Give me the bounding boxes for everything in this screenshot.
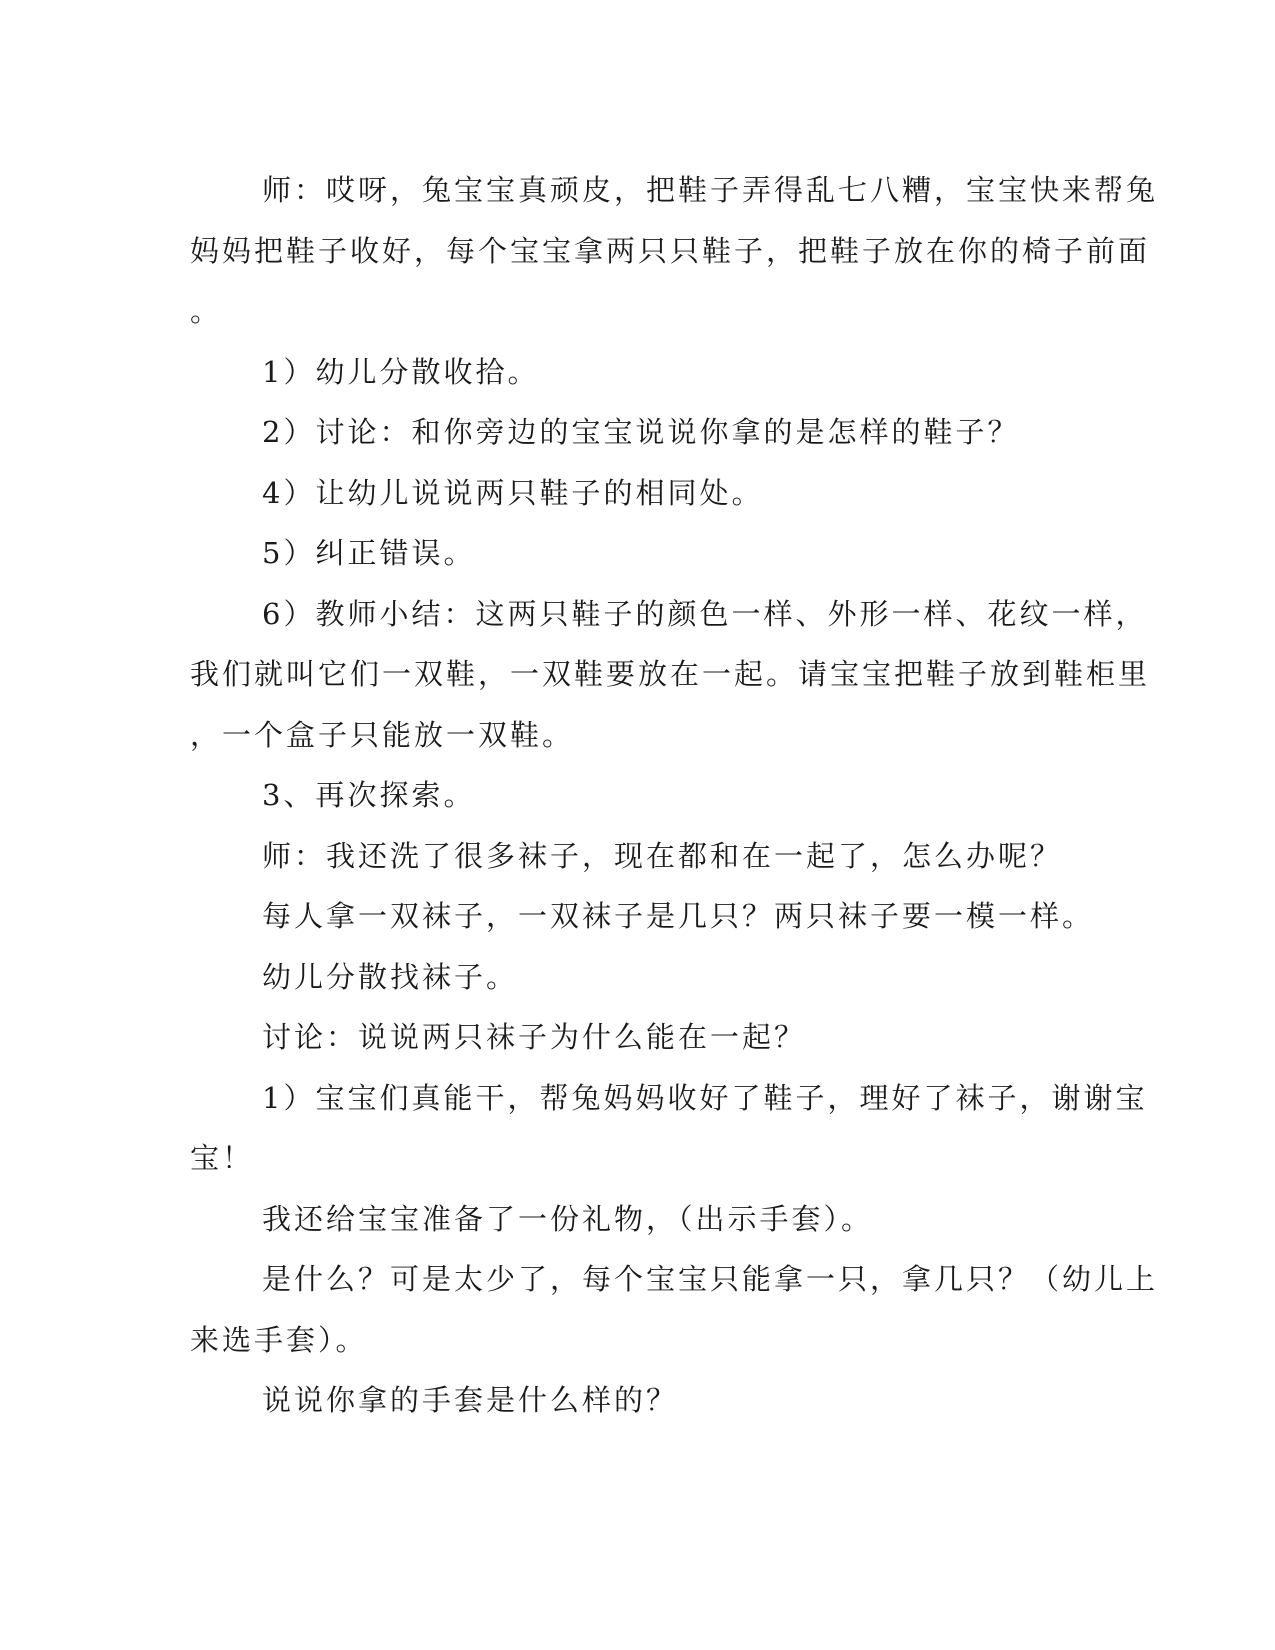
paragraph-line: 1）宝宝们真能干，帮兔妈妈收好了鞋子，理好了袜子，谢谢宝	[262, 1080, 1148, 1115]
paragraph-line: 每人拿一双袜子，一双袜子是几只？两只袜子要一模一样。	[262, 899, 1095, 933]
paragraph-line: 6）教师小结：这两只鞋子的颜色一样、外形一样、花纹一样，	[262, 596, 1148, 631]
paragraph-line: 。	[190, 294, 223, 328]
paragraph-line: 妈妈把鞋子收好，每个宝宝拿两只只鞋子，把鞋子放在你的椅子前面	[190, 233, 1151, 268]
paragraph-line: 讨论：说说两只袜子为什么能在一起？	[262, 1020, 807, 1054]
paragraph-line: 1）幼儿分散收拾。	[262, 354, 540, 389]
paragraph-line: 幼儿分散找袜子。	[262, 959, 519, 994]
paragraph-line: 2）讨论：和你旁边的宝宝说说你拿的是怎样的鞋子？	[262, 415, 1020, 449]
paragraph-line: 师：哎呀，兔宝宝真顽皮，把鞋子弄得乱七八糟，宝宝快来帮兔	[262, 173, 1159, 207]
paragraph-line: 说说你拿的手套是什么样的？	[262, 1383, 679, 1417]
section-heading: 3、再次探索。	[262, 778, 476, 812]
paragraph-line: 我还给宝宝准备了一份礼物，（出示手套）。	[262, 1201, 874, 1236]
paragraph-line: 是什么？可是太少了，每个宝宝只能拿一只，拿几只？（幼儿上	[262, 1262, 1159, 1296]
paragraph-line: 来选手套）。	[190, 1322, 368, 1357]
paragraph-line: 我们就叫它们一双鞋，一双鞋要放在一起。请宝宝把鞋子放到鞋柜里	[190, 657, 1151, 691]
paragraph-line: ，一个盒子只能放一双鞋。	[190, 717, 575, 752]
paragraph-line: 师：我还洗了很多袜子，现在都和在一起了，怎么办呢？	[262, 838, 1063, 873]
paragraph-line: 宝！	[190, 1141, 255, 1175]
document-body	[190, 160, 1159, 1431]
paragraph-line: 4）让幼儿说说两只鞋子的相同处。	[262, 475, 764, 510]
paragraph-line: 5）纠正错误。	[262, 536, 476, 570]
